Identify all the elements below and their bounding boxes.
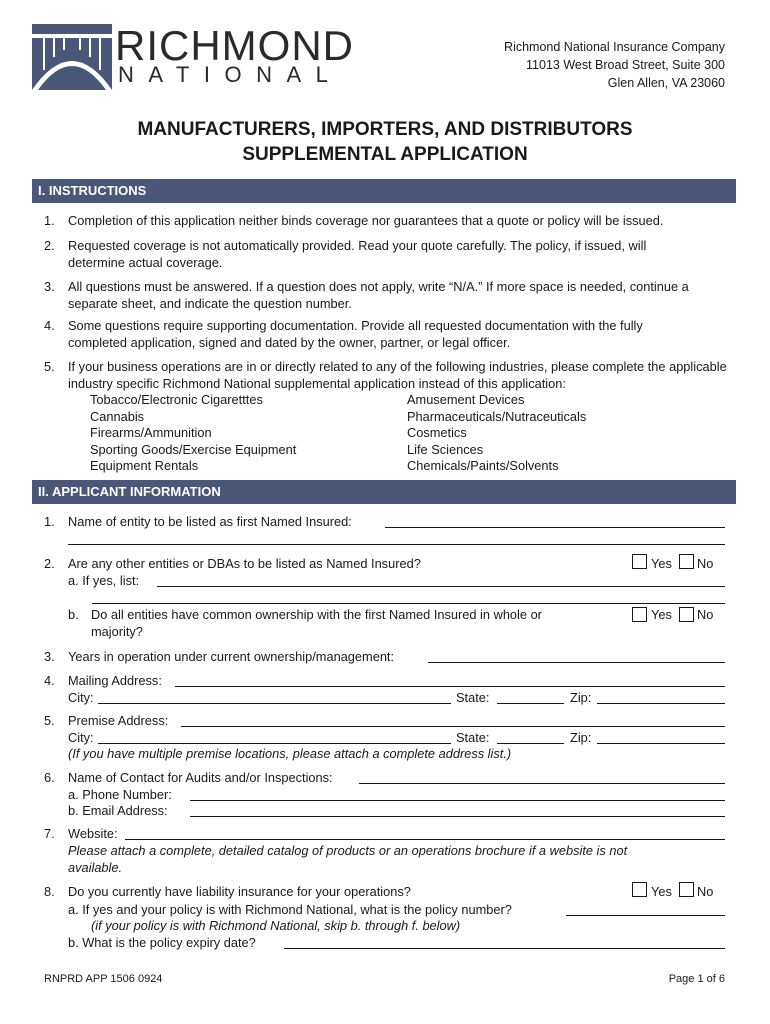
policy-expiry-field[interactable] bbox=[284, 948, 725, 949]
q2-yes-checkbox[interactable] bbox=[632, 554, 647, 569]
industry-list-left bbox=[90, 392, 296, 475]
q2b-yes-checkbox[interactable] bbox=[632, 607, 647, 622]
q4-state-label: State: bbox=[456, 690, 490, 705]
q8a-note: (if your policy is with Richmond National, skip b. through f. below) bbox=[91, 918, 461, 933]
q5-label: Premise Address: bbox=[68, 713, 169, 728]
q8-number: 8. bbox=[44, 884, 55, 899]
company-address bbox=[504, 38, 725, 92]
q4-city-label: City: bbox=[68, 690, 94, 705]
q3-label: Years in operation under current ownership/management: bbox=[68, 649, 395, 664]
industry-item: Cosmetics bbox=[407, 425, 467, 440]
q5-city-label: City: bbox=[68, 730, 94, 745]
q4-number: 4. bbox=[44, 673, 55, 688]
email-address-field[interactable] bbox=[190, 816, 725, 817]
industry-item: Firearms/Ammunition bbox=[90, 425, 212, 440]
company-city: Glen Allen, VA 23060 bbox=[607, 76, 725, 90]
mailing-zip-field[interactable] bbox=[597, 703, 725, 704]
q2b-no-label: No bbox=[697, 607, 714, 622]
contact-name-field[interactable] bbox=[359, 783, 725, 784]
other-entities-field[interactable] bbox=[157, 586, 725, 587]
q4-label: Mailing Address: bbox=[68, 673, 162, 688]
q2a-label: a. If yes, list: bbox=[68, 573, 140, 588]
q6-label: Name of Contact for Audits and/or Inspections: bbox=[68, 770, 333, 785]
q2b-label: Do all entities have common ownership with the first Named Insured in whole or majority? bbox=[91, 607, 542, 639]
q8a-label: a. If yes and your policy is with Richmond National, what is the policy number? bbox=[68, 902, 512, 917]
named-insured-field-line2[interactable] bbox=[68, 544, 725, 545]
page-number: Page 1 of 6 bbox=[668, 973, 725, 985]
premise-state-field[interactable] bbox=[497, 743, 564, 744]
q2b-number: b. bbox=[68, 607, 79, 622]
industry-item: Sporting Goods/Exercise Equipment bbox=[90, 441, 297, 457]
industry-item: Equipment Rentals bbox=[90, 458, 199, 473]
q8b-label: b. What is the policy expiry date? bbox=[68, 935, 256, 950]
q2-label: Are any other entities or DBAs to be listed as Named Insured? bbox=[68, 556, 421, 571]
company-name: Richmond National Insurance Company bbox=[504, 40, 725, 54]
q7-label: Website: bbox=[68, 826, 118, 841]
mailing-state-field[interactable] bbox=[497, 703, 564, 704]
q1-label: Name of entity to be listed as first Named Insured: bbox=[68, 514, 352, 529]
q8-yes-label: Yes bbox=[651, 884, 672, 899]
q8-no-label: No bbox=[697, 884, 714, 899]
q5-number: 5. bbox=[44, 713, 55, 728]
q2-no-checkbox[interactable] bbox=[679, 554, 694, 569]
q3-number: 3. bbox=[44, 649, 55, 664]
industry-item: Life Sciences bbox=[407, 441, 484, 457]
q8-label: Do you currently have liability insurance for your operations? bbox=[68, 884, 411, 899]
policy-number-field[interactable] bbox=[566, 915, 725, 916]
q6b-label: b. Email Address: bbox=[68, 803, 168, 818]
q1-number: 1. bbox=[44, 514, 55, 529]
q7-note: Please attach a complete, detailed catalog of products or an operations brochure if a website is not available. bbox=[68, 843, 628, 875]
company-street: 11013 West Broad Street, Suite 300 bbox=[526, 58, 725, 72]
q5-state-label: State: bbox=[456, 730, 490, 745]
q7-number: 7. bbox=[44, 826, 55, 841]
premise-zip-field[interactable] bbox=[597, 743, 725, 744]
q2b-yes-label: Yes bbox=[651, 607, 672, 622]
page-title bbox=[0, 117, 770, 167]
industry-list-right bbox=[407, 392, 586, 475]
q2-yes-label: Yes bbox=[651, 556, 672, 571]
q6a-label: a. Phone Number: bbox=[68, 787, 172, 802]
form-id: RNPRD APP 1506 0924 bbox=[44, 973, 163, 985]
q2-no-label: No bbox=[697, 556, 714, 571]
industry-item: Tobacco/Electronic Cigaretttes bbox=[90, 392, 263, 407]
industry-item: Chemicals/Paints/Solvents bbox=[407, 458, 559, 473]
q8-no-checkbox[interactable] bbox=[679, 882, 694, 897]
bridge-logo-icon bbox=[32, 24, 112, 90]
mailing-address-field[interactable] bbox=[175, 686, 725, 687]
q8-yes-checkbox[interactable] bbox=[632, 882, 647, 897]
q6-number: 6. bbox=[44, 770, 55, 785]
section-instructions-header: I. INSTRUCTIONS bbox=[32, 179, 736, 203]
logo-word-richmond: RICHMOND bbox=[115, 22, 354, 69]
phone-number-field[interactable] bbox=[190, 800, 725, 801]
other-entities-field-line2[interactable] bbox=[92, 603, 725, 604]
q2b-no-checkbox[interactable] bbox=[679, 607, 694, 622]
logo-word-national: NATIONAL bbox=[118, 62, 343, 87]
premise-city-field[interactable] bbox=[98, 743, 451, 744]
q4-zip-label: Zip: bbox=[570, 690, 592, 705]
q5-note: (If you have multiple premise locations, please attach a complete address list.) bbox=[68, 746, 512, 761]
mailing-city-field[interactable] bbox=[98, 703, 451, 704]
website-field[interactable] bbox=[125, 839, 725, 840]
years-in-operation-field[interactable] bbox=[428, 662, 725, 663]
logo bbox=[32, 24, 412, 94]
industry-item: Cannabis bbox=[90, 408, 145, 424]
industry-item: Pharmaceuticals/Nutraceuticals bbox=[407, 408, 587, 424]
section-applicant-header: II. APPLICANT INFORMATION bbox=[32, 480, 736, 504]
title-line-1: MANUFACTURERS, IMPORTERS, AND DISTRIBUTORS bbox=[137, 119, 633, 140]
q5-zip-label: Zip: bbox=[570, 730, 592, 745]
premise-address-field[interactable] bbox=[181, 726, 725, 727]
q2-number: 2. bbox=[44, 556, 55, 571]
industry-item: Amusement Devices bbox=[407, 392, 525, 407]
title-line-2: SUPPLEMENTAL APPLICATION bbox=[242, 144, 528, 165]
named-insured-field[interactable] bbox=[385, 527, 725, 528]
